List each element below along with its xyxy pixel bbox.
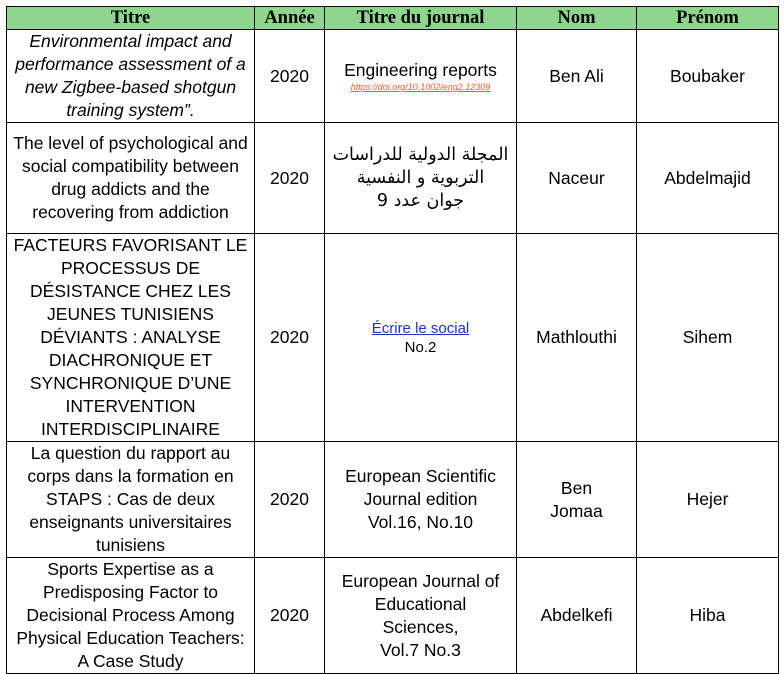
journal-link[interactable]: Écrire le social xyxy=(371,319,470,337)
nom-cell: Mathlouthi xyxy=(517,234,637,442)
header-row xyxy=(7,7,779,30)
journal-line: Vol.16, No.10 xyxy=(367,512,474,532)
header-nom: Nom xyxy=(517,7,637,30)
article-title: La question du rapport au corps dans la formation en STAPS : Cas de deux enseignants universitaires tunisiens xyxy=(7,442,255,558)
journal-cell xyxy=(325,30,517,123)
prenom-cell: Abdelmajid xyxy=(637,123,779,234)
table-row xyxy=(7,234,779,442)
year-cell: 2020 xyxy=(255,442,325,558)
journal-cell xyxy=(325,558,517,674)
nom-cell: Naceur xyxy=(517,123,637,234)
prenom-cell: Boubaker xyxy=(637,30,779,123)
journal-cell xyxy=(325,123,517,234)
journal-cell xyxy=(325,442,517,558)
year-cell: 2020 xyxy=(255,123,325,234)
article-title: FACTEURS FAVORISANT LE PROCESSUS DE DÉSISTANCE CHEZ LES JEUNES TUNISIENS DÉVIANTS : ANALYSE DIACHRONIQUE ET SYNCHRONIQUE D’UNE INTERVENTION INTERDISCIPLINAIRE xyxy=(7,234,255,442)
table-row xyxy=(7,123,779,234)
header-title: Titre xyxy=(7,7,255,30)
doi-link[interactable]: https://doi.org/10.1002/eng2.12309 xyxy=(350,82,491,92)
year-cell: 2020 xyxy=(255,234,325,442)
nom-cell: Abdelkefi xyxy=(517,558,637,674)
journal-line: المجلة الدولية للدراسات xyxy=(332,144,509,165)
nom-line: Jomaa xyxy=(550,500,603,521)
journal-line: European Scientific xyxy=(345,466,496,486)
prenom-cell: Sihem xyxy=(637,234,779,442)
article-title: The level of psychological and social compatibility between drug addicts and the recovering from addiction xyxy=(7,123,255,234)
publications-table xyxy=(6,6,779,674)
nom-cell: Ben Ali xyxy=(517,30,637,123)
journal-issue: No.2 xyxy=(404,338,437,356)
journal-name: Engineering reports xyxy=(344,60,497,80)
journal-cell xyxy=(325,234,517,442)
prenom-cell: Hejer xyxy=(637,442,779,558)
header-journal: Titre du journal xyxy=(325,7,517,30)
table-row xyxy=(7,30,779,123)
article-title: Environmental impact and performance assessment of a new Zigbee-based shotgun training system”. xyxy=(7,30,255,123)
header-year: Année xyxy=(255,7,325,30)
table-row xyxy=(7,558,779,674)
header-prenom: Prénom xyxy=(637,7,779,30)
article-title: Sports Expertise as a Predisposing Factor to Decisional Process Among Physical Education Teachers: A Case Study xyxy=(7,558,255,674)
nom-line: Ben xyxy=(560,477,593,498)
journal-line: جوان عدد 9 xyxy=(376,190,465,211)
year-cell: 2020 xyxy=(255,30,325,123)
year-cell: 2020 xyxy=(255,558,325,674)
prenom-cell: Hiba xyxy=(637,558,779,674)
journal-line: Journal edition xyxy=(363,489,478,509)
journal-line: التربوية و النفسية xyxy=(356,167,485,188)
journal-line: Sciences, xyxy=(382,616,459,637)
journal-line: European Journal of xyxy=(341,570,500,591)
nom-cell xyxy=(517,442,637,558)
table-row xyxy=(7,442,779,558)
journal-line: Vol.7 No.3 xyxy=(380,639,461,660)
journal-line: Educational xyxy=(374,593,467,614)
